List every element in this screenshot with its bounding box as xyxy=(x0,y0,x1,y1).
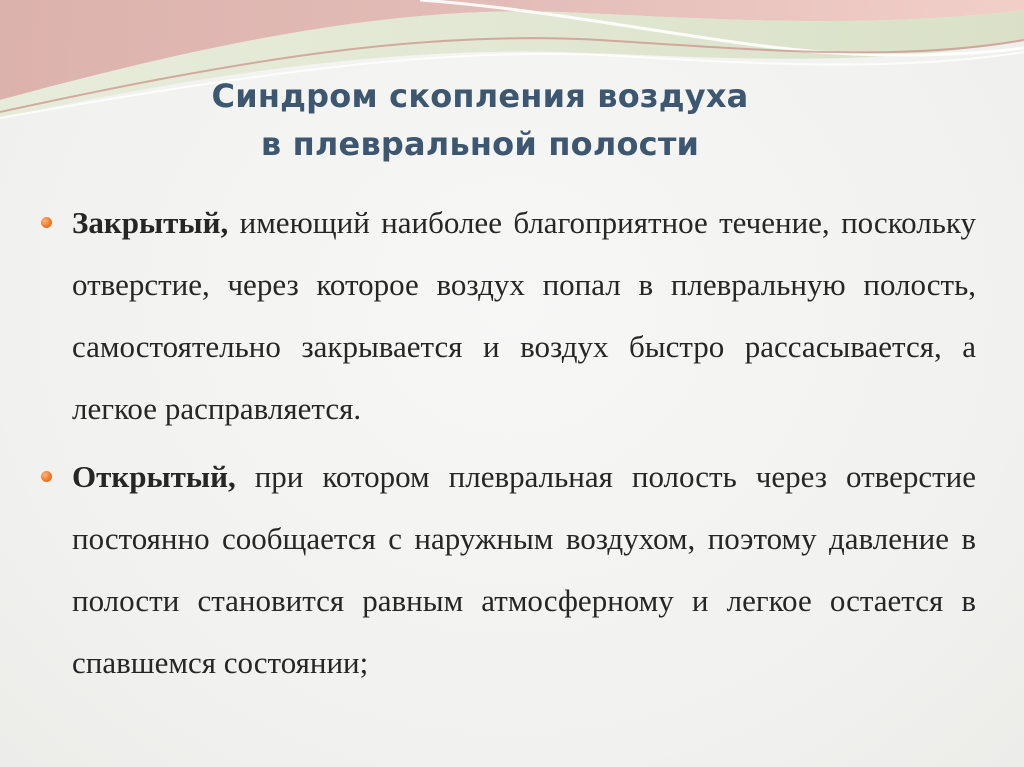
title-line-1: Синдром скопления воздуха xyxy=(211,77,749,115)
slide-title xyxy=(120,72,840,168)
bullet-term: Закрытый, xyxy=(72,205,229,240)
bullet-list xyxy=(40,192,976,694)
bullet-dot-icon xyxy=(41,471,52,482)
bullet-text: при котором плевральная полость через отверстие постоянно сообщается с наружным воздухом, поэтому давление в полости становится равным атмосферному и легкое остается в спавшемся состоянии; xyxy=(72,459,976,680)
bullet-open xyxy=(40,446,976,694)
bullet-text: имеющий наиболее благоприятное течение, поскольку отверстие, через которое воздух попал в плевральную полость, самостоятельно закрывается и воздух быстро рассасывается, а легкое расправляется. xyxy=(72,205,976,426)
bullet-closed xyxy=(40,192,976,440)
bullet-term: Открытый, xyxy=(72,459,236,494)
title-line-2: в плевральной полости xyxy=(260,125,700,163)
bullet-dot-icon xyxy=(41,217,52,228)
